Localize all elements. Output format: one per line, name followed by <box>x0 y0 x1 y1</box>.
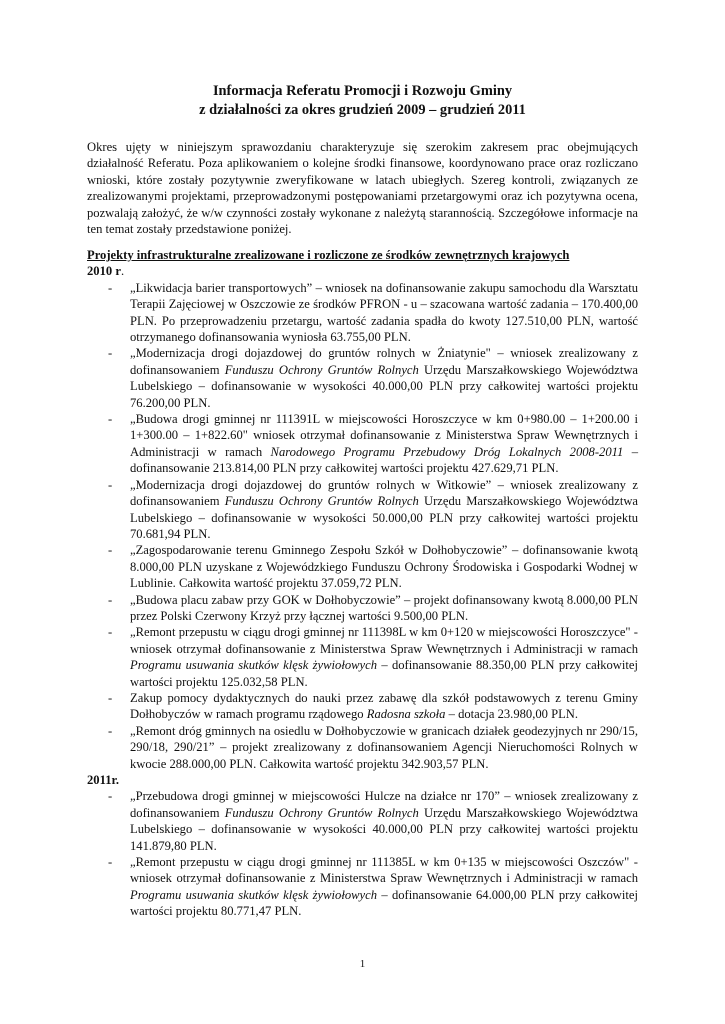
bullet-dash: - <box>108 855 113 870</box>
project-item <box>87 788 638 854</box>
project-item-italic-text: Funduszu Ochrony Gruntów Rolnych <box>224 362 419 377</box>
section-heading: Projekty infrastrukturalne zrealizowane i rozliczone ze środków zewnętrznych krajowych <box>87 248 570 262</box>
project-item-italic-text: Programu usuwania skutków klęsk żywiołowych <box>130 887 377 902</box>
project-item-text: – dotacja 23.980,00 PLN. <box>445 707 579 722</box>
project-item-text: „Modernizacja drogi dojazdowej do gruntów rolnych w Witkowie” – wniosek zrealizowany z dofinansowaniem <box>130 477 638 509</box>
year-2010-dot: . <box>120 264 125 279</box>
projects-2010-list <box>87 280 638 772</box>
project-item-text: „Remont przepustu w ciągu drogi gminnej nr 111398L w km 0+120 w miejscowości Horoszczyce" - wniosek otrzymał dofinansowanie z Ministerstwa Spraw Wewnętrznych i Administracji w ramach <box>130 625 638 656</box>
project-item-text: „Budowa placu zabaw przy GOK w Dołhobyczowie” – projekt dofinansowany kwotą 8.000,00 PLN przez Polski Czerwony Krzyż przy łącznej wartości 9.500,00 PLN. <box>130 592 638 623</box>
project-item <box>87 592 638 625</box>
title-line-1: Informacja Referatu Promocji i Rozwoju Gminy <box>212 83 513 99</box>
project-item-italic-text: Programu usuwania skutków klęsk żywiołowych <box>130 658 377 673</box>
project-item <box>87 411 638 477</box>
project-item-text: – dofinansowanie 213.814,00 PLN przy całkowitej wartości projektu 427.629,71 PLN. <box>130 444 638 476</box>
year-2010-number: 2010 <box>87 264 113 279</box>
project-item <box>87 542 638 591</box>
bullet-dash: - <box>108 625 113 640</box>
project-item <box>87 477 638 543</box>
project-item <box>87 690 638 723</box>
project-item <box>87 280 638 346</box>
title-line-2: z działalności za okres grudzień 2009 – grudzień 2011 <box>199 101 526 118</box>
project-item <box>87 723 638 772</box>
document-title <box>0 82 725 119</box>
project-item-text: Urzędu Marszałkowskiego Województwa Lubelskiego – dofinansowanie w wysokości 40.000,00 PLN przy całkowitej wartości projektu 141.879,80 PLN. <box>130 805 639 853</box>
project-item-text: „Zagospodarowanie terenu Gminnego Zespołu Szkół w Dołhobyczowie” – dofinansowanie kwotą 8.000,00 PLN uzyskane z Wojewódzkiego Funduszu Ochrony Środowiska i Gospodarki Wodnej w Lublinie. Całkowita wartość projektu 37.059,72 PLN. <box>130 543 638 591</box>
bullet-dash: - <box>108 477 113 492</box>
bullet-dash: - <box>108 789 113 804</box>
project-item-text: Zakup pomocy dydaktycznych do nauki przez zabawę dla szkół podstawowych z terenu Gminy Dołhobyczów w ramach programu rządowego <box>130 690 638 722</box>
project-item-italic-text: Funduszu Ochrony Gruntów Rolnych <box>224 494 419 509</box>
intro-paragraph: Okres ujęty w niniejszym sprawozdaniu charakteryzuje się szerokim zakresem prac obejmujących działalność Referatu. Poza aplikowaniem o kolejne środki finansowe, koordynowano prace oraz rozliczano wnioski, które zostały pozytywnie zweryfikowane w latach ubiegłych. Szereg kontroli, związanych ze zrealizowanymi projektami, przeprowadzonymi postępowaniami przetargowymi oraz ich pozytywna ocena, pozwalają założyć, że w/w czynności zostały wykonane z należytą starannością. Szczegółowe informacje na ten temat zostały przedstawione poniżej. <box>87 140 638 237</box>
project-item-text: „Budowa drogi gminnej nr 111391L w miejscowości Horoszczyce w km 0+980.00 – 1+200.00 i 1+300.00 – 1+822.60" wniosek otrzymał dofinansowanie z Ministerstwa Spraw Wewnętrznych i Administracji w ramach <box>130 412 638 459</box>
bullet-dash: - <box>108 690 113 705</box>
year-2010-suffix: r <box>112 264 121 279</box>
bullet-dash: - <box>108 723 113 738</box>
project-item <box>87 345 638 411</box>
project-item-text: Urzędu Marszałkowskiego Województwa Lubelskiego – dofinansowanie w wysokości 40.000,00 PLN przy całkowitej wartości projektu 76.200,00 PLN. <box>130 362 639 410</box>
page-number: 1 <box>359 958 366 970</box>
bullet-dash: - <box>108 543 113 558</box>
year-2010-label <box>87 263 638 279</box>
year-2011-label: 2011r. <box>87 773 120 787</box>
project-item-italic-text: Funduszu Ochrony Gruntów Rolnych <box>224 805 419 820</box>
project-item-text: – dofinansowanie 64.000,00 PLN przy całkowitej wartości projektu 80.771,47 PLN. <box>130 887 638 919</box>
project-item-text: Urzędu Marszałkowskiego Województwa Lubelskiego – dofinansowanie w wysokości 50.000,00 PLN przy całkowitej wartości projektu 70.681,94 PLN. <box>130 494 639 541</box>
bullet-dash: - <box>108 412 113 427</box>
project-item-text: „Modernizacja drogi dojazdowej do gruntów rolnych w Żniatynie" – wniosek zrealizowany z dofinansowaniem <box>130 346 638 377</box>
project-item-text: „Remont przepustu w ciągu drogi gminnej nr 111385L w km 0+135 w miejscowości Oszczów" - wniosek otrzymał dofinansowanie z Ministerstwa Spraw Wewnętrznych i Administracji w ramach <box>130 855 638 886</box>
project-item-text: „Przebudowa drogi gminnej w miejscowości Hulcze na działce nr 170” – wniosek zrealizowany z dofinansowaniem <box>130 789 638 820</box>
project-item <box>87 624 638 690</box>
project-item-italic-text: Narodowego Programu Przebudowy Dróg Lokalnych 2008-2011 <box>270 444 624 459</box>
project-item-text: – dofinansowanie 88.350,00 PLN przy całkowitej wartości projektu 125.032,58 PLN. <box>130 658 638 689</box>
project-item-text: „Likwidacja barier transportowych” – wniosek na dofinansowanie zakupu samochodu dla Warsztatu Terapii Zajęciowej w Oszczowie ze środków PFRON - u – szacowana wartość zadania – 170.400,00 PLN. Po przeprowadzeniu przetargu, wartość zadania spadła do kwoty 127.510,00 PLN, wartość otrzymanego dofinansowania wyniosła 63.755,00 PLN. <box>130 280 638 345</box>
projects-section <box>87 247 638 920</box>
bullet-dash: - <box>108 592 113 607</box>
project-item-italic-text: Radosna szkoła <box>366 707 446 722</box>
bullet-dash: - <box>108 280 113 295</box>
project-item-text: „Remont dróg gminnych na osiedlu w Dołhobyczowie w granicach działek geodezyjnych nr 290/15, 290/18, 290/21” – projekt zrealizowany z dofinansowaniem Agencji Nieruchomości Rolnych w kwocie 288.000,00 PLN. Całkowita wartość projektu 342.903,57 PLN. <box>130 723 638 771</box>
project-item <box>87 854 638 920</box>
bullet-dash: - <box>108 346 113 361</box>
projects-2011-list <box>87 788 638 919</box>
